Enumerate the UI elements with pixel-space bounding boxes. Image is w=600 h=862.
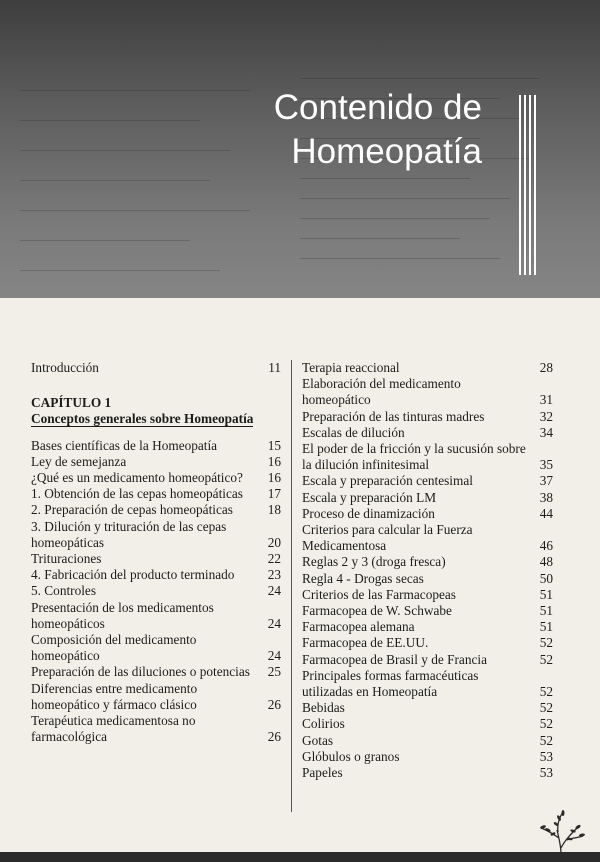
toc-entry <box>31 583 281 599</box>
toc-entry <box>302 603 553 619</box>
toc-entry-page: 15 <box>267 437 281 453</box>
toc-entry-title: Elaboración del medicamento homeopático <box>302 376 461 408</box>
toc-entry-page: 52 <box>539 732 553 748</box>
toc-entry <box>302 668 553 700</box>
contents-title <box>222 86 482 174</box>
toc-entry <box>31 600 281 632</box>
decorative-vertical-bars <box>519 95 537 275</box>
toc-entry-title: 4. Fabricación del producto terminado <box>31 567 235 583</box>
toc-entry <box>302 376 553 408</box>
toc-entry-title: Criterios de las Farmacopeas <box>302 586 456 602</box>
toc-entry <box>302 360 553 376</box>
toc-entry <box>31 567 281 583</box>
toc-entry-page: 26 <box>267 729 281 745</box>
toc-entry-title: Escala y preparación centesimal <box>302 473 473 489</box>
toc-entry <box>31 519 281 551</box>
toc-entry-page: 20 <box>267 534 281 550</box>
toc-entry-title: Terapéutica medicamentosa no farmacológica <box>31 713 196 745</box>
toc-entry-page: 26 <box>267 696 281 712</box>
title-line-1: Contenido de <box>273 88 482 127</box>
toc-entry-page: 38 <box>539 489 553 505</box>
toc-entry <box>302 409 553 425</box>
toc-entry-title: Introducción <box>31 360 99 375</box>
toc-entry-page: 24 <box>267 615 281 631</box>
toc-entry-page: 52 <box>539 651 553 667</box>
toc-entry-title: Terapia reaccional <box>302 360 400 375</box>
toc-entry-title: 2. Preparación de cepas homeopáticas <box>31 502 233 518</box>
toc-entry-page: 53 <box>539 748 553 764</box>
toc-left-column <box>31 360 281 745</box>
toc-entry-page: 53 <box>539 765 553 781</box>
toc-entry-title: Papeles <box>302 765 343 781</box>
toc-entry-title: Proceso de dinamización <box>302 505 435 521</box>
toc-entry-page: 24 <box>267 583 281 599</box>
toc-entry-page: 28 <box>539 360 553 375</box>
title-banner <box>0 0 600 298</box>
toc-entry-title: 3. Dilución y trituración de las cepas homeopáticas <box>31 518 227 550</box>
toc-entry-page: 22 <box>267 551 281 567</box>
toc-entry-title: 5. Controles <box>31 583 97 599</box>
chapter-1-subtitle-text: Conceptos generales sobre Homeopatía <box>31 411 254 427</box>
toc-entry-title: Regla 4 - Drogas secas <box>302 570 424 586</box>
toc-entry-page: 50 <box>539 570 553 586</box>
toc-entry <box>31 454 281 470</box>
toc-entry-title: Bases científicas de la Homeopatía <box>31 437 218 453</box>
page-bottom-edge <box>0 852 600 862</box>
toc-entry-title: Presentación de los medicamentos homeopáticos <box>31 599 214 631</box>
toc-entry-title: Farmacopea de EE.UU. <box>302 635 429 651</box>
toc-entry-title: Farmacopea de Brasil y de Francia <box>302 651 487 667</box>
toc-entry-title: Principales formas farmacéuticas utilizadas en Homeopatía <box>302 667 479 700</box>
toc-entry <box>302 571 553 587</box>
toc-entry-page: 51 <box>539 619 553 635</box>
toc-entry <box>31 713 281 745</box>
toc-entry-page: 25 <box>267 664 281 680</box>
toc-entry-page: 52 <box>539 700 553 716</box>
toc-entry-title: Farmacopea alemana <box>302 619 415 635</box>
toc-entry <box>302 506 553 522</box>
toc-entry-title: Preparación de las tinturas madres <box>302 408 485 424</box>
toc-entry <box>31 664 281 680</box>
toc-entry-title: Glóbulos o granos <box>302 748 400 764</box>
toc-entry-page: 24 <box>267 648 281 664</box>
chapter-1-subtitle <box>31 411 281 427</box>
toc-entry-page: 52 <box>539 684 553 700</box>
toc-entry-page: 16 <box>267 470 281 486</box>
toc-entry-title: Trituraciones <box>31 551 102 567</box>
toc-entry <box>302 425 553 441</box>
toc-entry <box>302 765 553 781</box>
toc-entry <box>31 438 281 454</box>
toc-entry-page: 18 <box>267 502 281 518</box>
toc-entry-page: 51 <box>539 603 553 619</box>
toc-entry-page: 44 <box>539 505 553 521</box>
toc-entry-title: Farmacopea de W. Schwabe <box>302 603 452 619</box>
toc-entry <box>302 522 553 554</box>
toc-entry <box>302 716 553 732</box>
toc-entry <box>31 470 281 486</box>
toc-entry-page: 34 <box>539 424 553 440</box>
column-divider <box>291 360 292 812</box>
toc-entry <box>31 632 281 664</box>
toc-entry-title: Reglas 2 y 3 (droga fresca) <box>302 554 446 570</box>
toc-entry-title: 1. Obtención de las cepas homeopáticas <box>31 486 243 502</box>
toc-entry-title: Escalas de dilución <box>302 424 405 440</box>
toc-entry-page: 31 <box>539 392 553 408</box>
toc-entry <box>302 700 553 716</box>
toc-entry <box>302 749 553 765</box>
toc-entry-title: Criterios para calcular la Fuerza Medicamentosa <box>302 522 473 554</box>
toc-entry-title: Composición del medicamento homeopático <box>31 632 197 664</box>
toc-entry-title: El poder de la fricción y la sucusión sobre la dilución infinitesimal <box>302 441 526 473</box>
toc-entry <box>31 681 281 713</box>
toc-entry <box>31 551 281 567</box>
toc-right-column <box>302 360 553 781</box>
toc-entry-title: Colirios <box>302 716 345 732</box>
toc-entry-page: 32 <box>539 408 553 424</box>
toc-entry-page: 11 <box>268 360 281 375</box>
toc-entry <box>302 652 553 668</box>
toc-entry-page: 48 <box>539 554 553 570</box>
toc-entry-page: 16 <box>267 453 281 469</box>
toc-entry-page: 35 <box>539 457 553 473</box>
toc-entry-title: Escala y preparación LM <box>302 489 437 505</box>
toc-entry-page: 52 <box>539 635 553 651</box>
toc-entry-title: Ley de semejanza <box>31 453 127 469</box>
title-line-2: Homeopatía <box>291 132 482 171</box>
toc-entry-page: 46 <box>539 538 553 554</box>
toc-entry <box>302 635 553 651</box>
toc-entry-page: 52 <box>539 716 553 732</box>
chapter-1-label: CAPÍTULO 1 <box>31 395 112 411</box>
toc-entry <box>302 441 553 473</box>
toc-entry-title: Diferencias entre medicamento homeopático y fármaco clásico <box>31 680 198 712</box>
toc-entry <box>302 619 553 635</box>
toc-entry <box>302 587 553 603</box>
toc-entry <box>31 486 281 502</box>
toc-entry-page: 37 <box>539 473 553 489</box>
toc-entry-title: ¿Qué es un medicamento homeopático? <box>31 470 243 486</box>
toc-entry-introduccion <box>31 360 281 376</box>
toc-entry-title: Gotas <box>302 732 334 748</box>
toc-entry-page: 23 <box>267 567 281 583</box>
toc-entry <box>302 473 553 489</box>
toc-entry-title: Preparación de las diluciones o potencias <box>31 664 250 680</box>
toc-entry <box>302 554 553 570</box>
plant-ornament-icon <box>537 808 587 854</box>
toc-entry <box>302 490 553 506</box>
toc-entry-page: 51 <box>539 586 553 602</box>
toc-entry <box>31 502 281 518</box>
toc-entry-page: 17 <box>267 486 281 502</box>
toc-entry-title: Bebidas <box>302 700 345 716</box>
toc-entry <box>302 733 553 749</box>
